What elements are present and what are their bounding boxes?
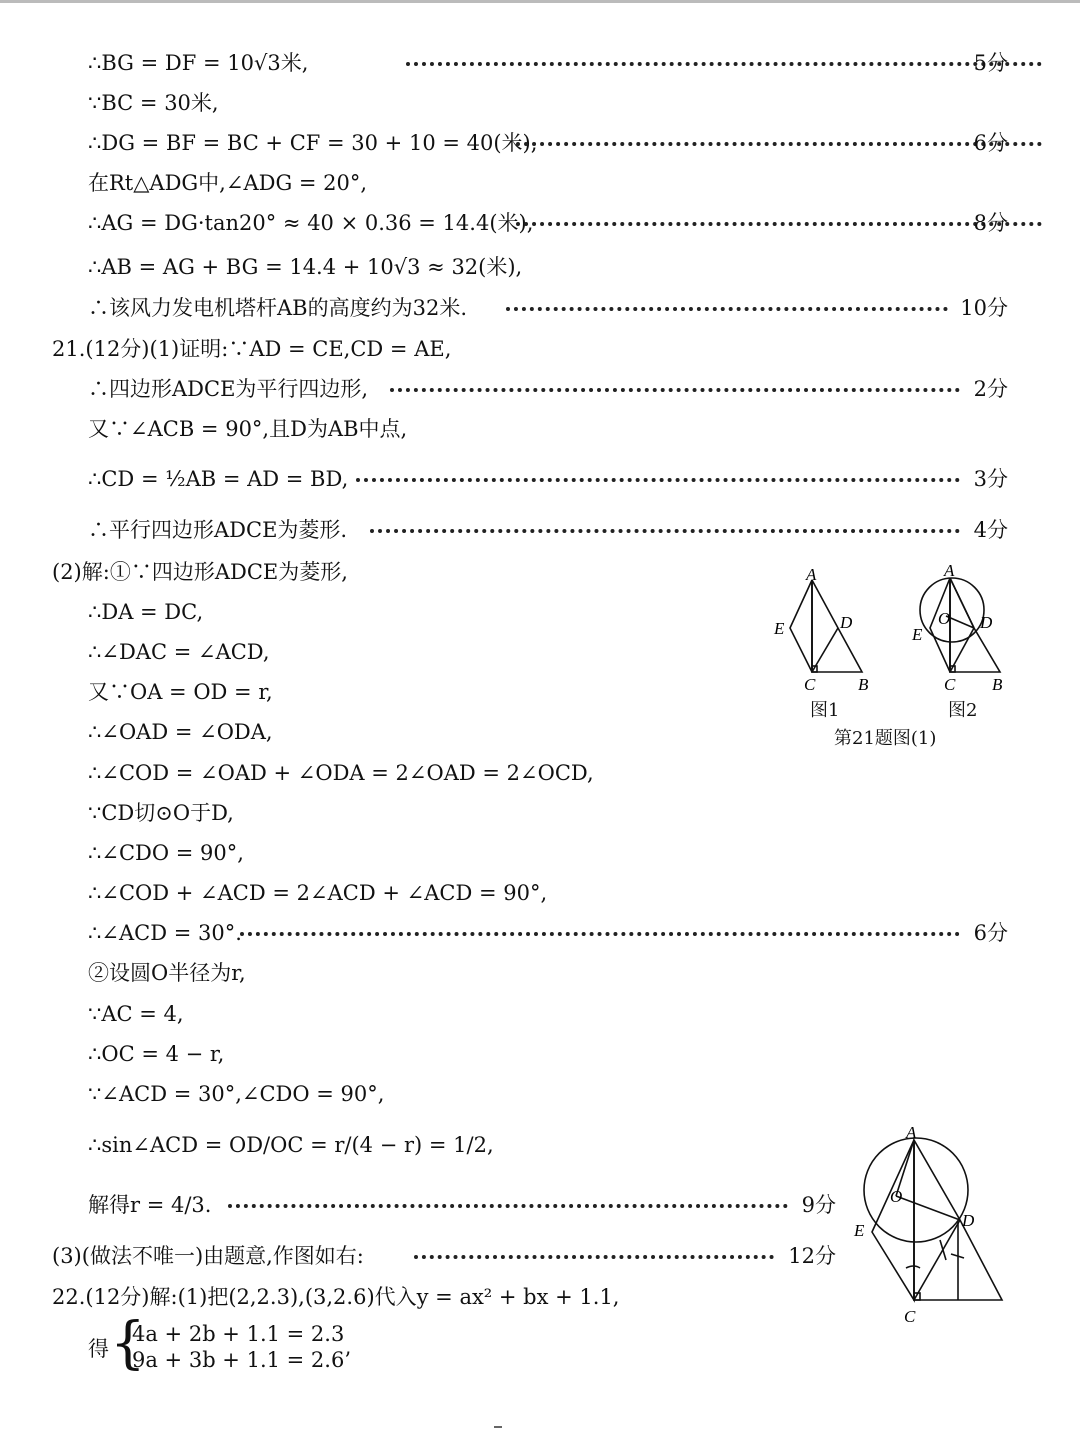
da-dc: ∴DA = DC, <box>88 600 204 624</box>
line-19 <box>88 800 234 826</box>
line-30 <box>52 1284 619 1310</box>
angle-acd-30: ∴∠ACD = 30°. <box>88 921 242 945</box>
oa-od-r: 又∵OA = OD = r, <box>88 680 273 704</box>
angles-given: ∵∠ACD = 30°,∠CDO = 90°, <box>88 1082 385 1106</box>
part-3-statement: (3)(做法不唯一)由题意,作图如右: <box>52 1244 364 1268</box>
figure-caption: 第21题图(1) <box>834 728 937 749</box>
ag-equation: ∴AG = DG·tan20° ≈ 40 × 0.36 = 14.4(米), <box>88 211 534 235</box>
score-11: 3分 <box>973 467 1008 491</box>
line-13 <box>52 559 348 585</box>
r-solution: 解得r = 4/3. <box>88 1193 212 1217</box>
fig1-point-e: E <box>774 619 785 638</box>
line-27 <box>88 1132 494 1158</box>
line-15 <box>88 639 270 665</box>
angle-sum-90: ∴∠COD + ∠ACD = 2∠ACD + ∠ACD = 90°, <box>88 881 548 905</box>
left-brace: { <box>110 1311 146 1376</box>
triangle-adg-statement: 在Rt△ADG中,∠ADG = 20°, <box>88 171 368 195</box>
bc-value: ∵BC = 30米, <box>88 91 219 115</box>
line-18 <box>88 760 594 786</box>
score-22: 6分 <box>973 921 1008 945</box>
right-angle-midpoint: 又∵∠ACB = 90°,且D为AB中点, <box>88 417 408 441</box>
line-26 <box>88 1081 384 1107</box>
score-29: 12分 <box>788 1244 836 1268</box>
fig1-point-d: D <box>840 613 853 632</box>
fig2-point-d: D <box>980 613 993 632</box>
parallelogram-statement: ∴四边形ADCE为平行四边形, <box>88 377 369 401</box>
angle-dac-acd: ∴∠DAC = ∠ACD, <box>88 640 270 664</box>
fig2-point-o: O <box>938 609 951 628</box>
page-mark <box>494 1426 502 1428</box>
line-21 <box>88 880 547 906</box>
fig1-point-b: B <box>858 675 869 694</box>
line-14 <box>88 599 203 625</box>
cd-half-ab: ∴CD = ½AB = AD = BD, <box>88 467 349 491</box>
fig3-point-d: D <box>962 1211 975 1230</box>
dotted-leader-22 <box>88 920 1008 946</box>
dotted-leader-3 <box>88 130 1008 156</box>
line-23 <box>88 960 246 986</box>
line-16 <box>88 679 273 705</box>
score-9: 2分 <box>973 377 1008 401</box>
top-border <box>0 0 1080 3</box>
score-3: 6分 <box>973 131 1008 155</box>
question-22-header: 22.(12分)解:(1)把(2,2.3),(3,2.6)代入y = ax² + bx + 1.1, <box>52 1285 620 1309</box>
dotted-leader-9 <box>88 376 1008 402</box>
radius-setup: ②设圆O半径为r, <box>88 961 246 985</box>
dotted-leader-11 <box>88 466 1008 492</box>
ab-equation: ∴AB = AG + BG = 14.4 + 10√3 ≈ 32(米), <box>88 255 523 279</box>
dotted-leader-12 <box>88 517 1008 543</box>
angle-oad-oda: ∴∠OAD = ∠ODA, <box>88 720 273 744</box>
figure-part-3 <box>848 1122 1018 1332</box>
line-24 <box>88 1001 184 1027</box>
fig1-point-a: A <box>806 565 817 584</box>
fig1-point-c: C <box>804 675 816 694</box>
fig2-label: 图2 <box>948 700 978 721</box>
ac-equals-4: ∵AC = 4, <box>88 1002 184 1026</box>
score-7: 10分 <box>960 296 1008 320</box>
fig2-point-e: E <box>912 625 923 644</box>
tangent-statement: ∵CD切⊙O于D, <box>88 801 234 825</box>
sin-equation: ∴sin∠ACD = OD/OC = r/(4 − r) = 1/2, <box>88 1133 494 1157</box>
line-4 <box>88 170 367 196</box>
fig1-label: 图1 <box>810 700 840 721</box>
angle-cdo-90: ∴∠CDO = 90°, <box>88 841 244 865</box>
part-2-header: (2)解:①∵四边形ADCE为菱形, <box>52 560 348 584</box>
de-label: 得 <box>88 1337 109 1361</box>
fig2-point-c: C <box>944 675 956 694</box>
line-20 <box>88 840 244 866</box>
line-17 <box>88 719 273 745</box>
tower-height-conclusion: ∴该风力发电机塔杆AB的高度约为32米. <box>88 296 467 320</box>
oc-expression: ∴OC = 4 − r, <box>88 1042 225 1066</box>
line-8 <box>52 336 451 362</box>
fig2-point-b: B <box>992 675 1003 694</box>
fig3-point-a: A <box>906 1123 917 1142</box>
dotted-leader-29 <box>52 1243 836 1269</box>
dotted-leader-1 <box>88 50 1008 76</box>
angle-cod-sum: ∴∠COD = ∠OAD + ∠ODA = 2∠OAD = 2∠OCD, <box>88 761 594 785</box>
score-1: 5分 <box>973 51 1008 75</box>
dotted-leader-28 <box>88 1192 836 1218</box>
dotted-leader-5 <box>88 210 1008 236</box>
score-5: 8分 <box>973 211 1008 235</box>
dotted-leader-7 <box>88 295 1008 321</box>
score-12: 4分 <box>973 518 1008 542</box>
line-2 <box>88 90 219 116</box>
fig3-point-o: O <box>890 1187 903 1206</box>
rhombus-conclusion: ∴平行四边形ADCE为菱形. <box>88 518 348 542</box>
score-28: 9分 <box>801 1193 836 1217</box>
line-25 <box>88 1041 224 1067</box>
fig3-point-c: C <box>904 1307 916 1326</box>
line-6 <box>88 254 522 280</box>
fig2-point-a: A <box>944 561 955 580</box>
dg-equation: ∴DG = BF = BC + CF = 30 + 10 = 40(米), <box>88 131 538 155</box>
equation-2: 9a + 3b + 1.1 = 2.6’ <box>132 1348 351 1372</box>
equation-1: 4a + 2b + 1.1 = 2.3 <box>132 1322 345 1346</box>
fig3-point-e: E <box>854 1221 865 1240</box>
line-10 <box>88 416 407 442</box>
equation-system <box>88 1311 388 1378</box>
bg-df-equation: ∴BG = DF = 10√3米, <box>88 51 309 75</box>
question-21-header: 21.(12分)(1)证明:∵AD = CE,CD = AE, <box>52 337 452 361</box>
